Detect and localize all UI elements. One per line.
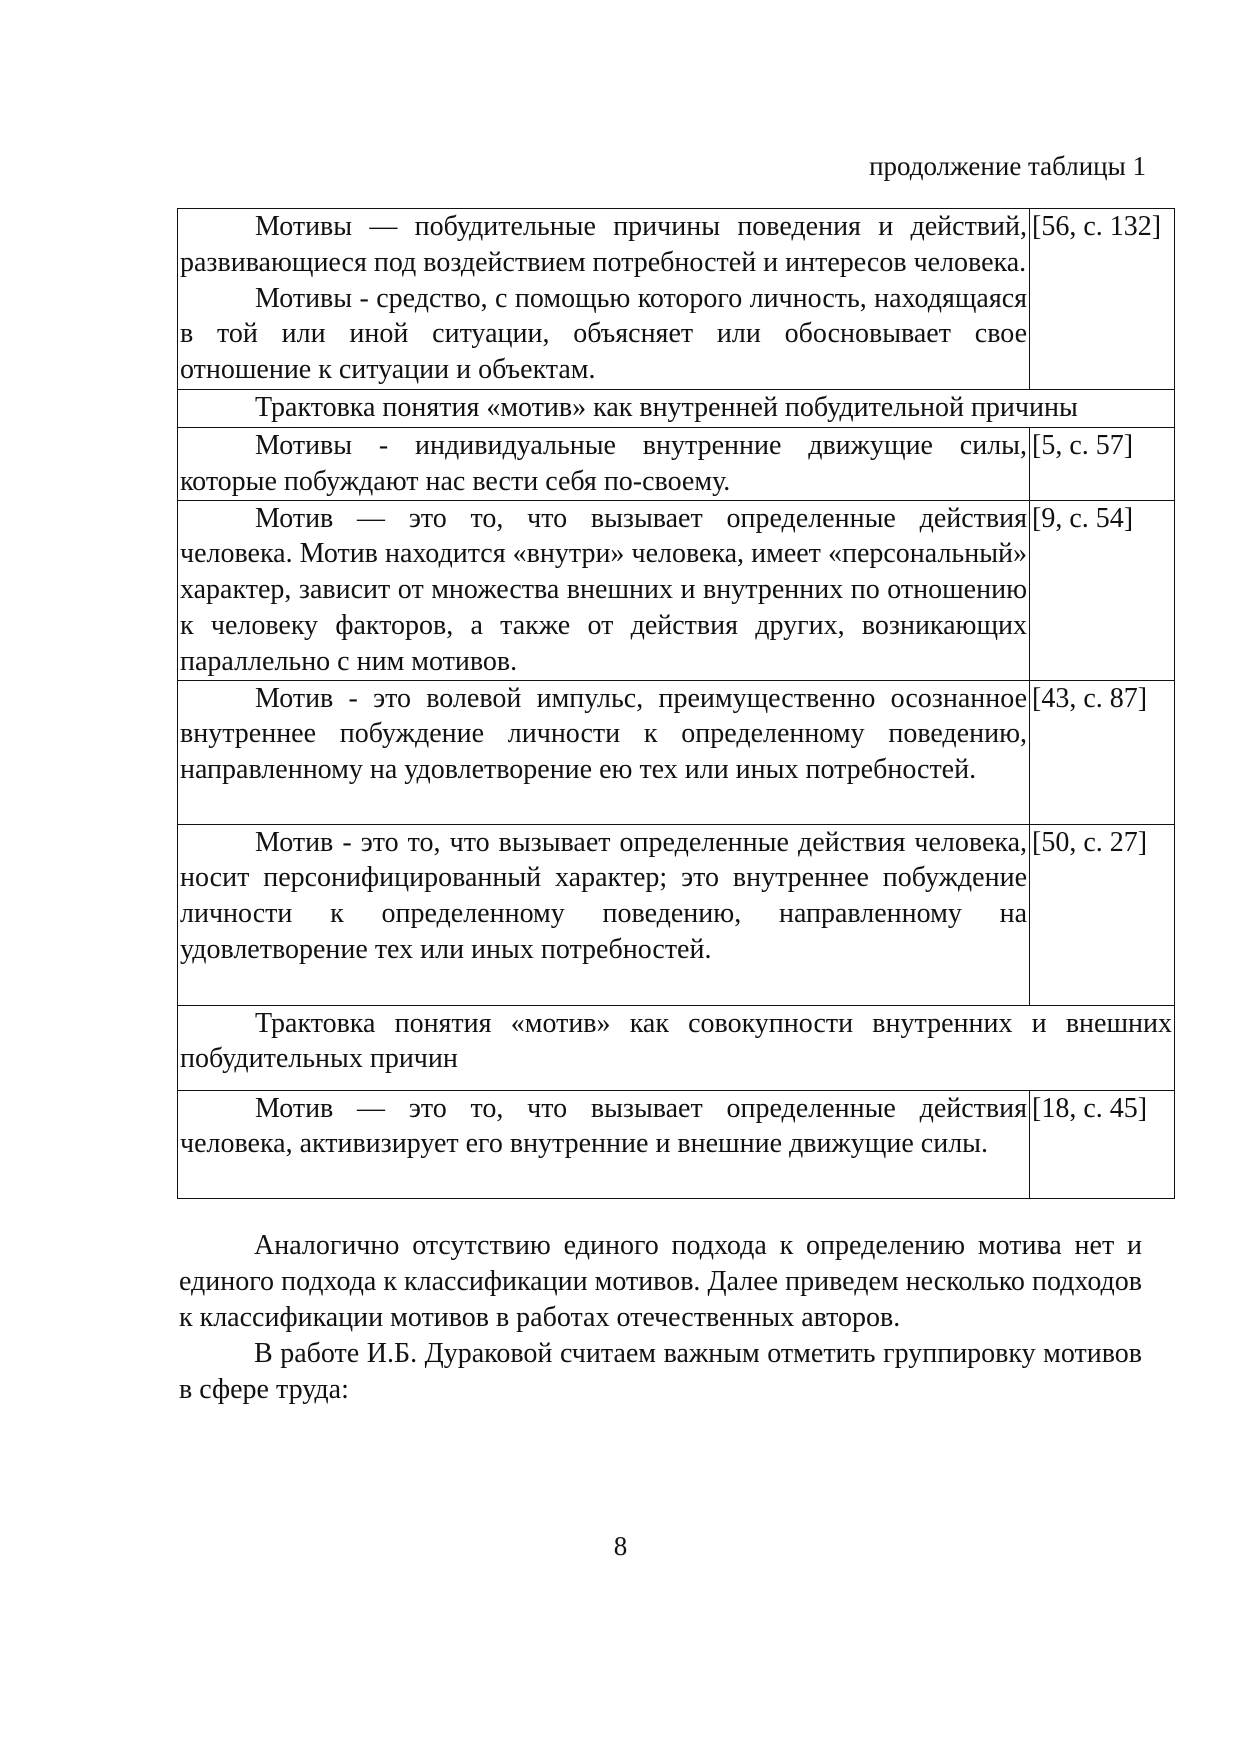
- page-number: 8: [613, 1531, 628, 1561]
- reference-cell: [1030, 680, 1175, 824]
- section-heading-cell: [178, 390, 1175, 428]
- body-text: [179, 1228, 1142, 1408]
- definition-cell: [178, 680, 1030, 824]
- table-row: [178, 428, 1175, 501]
- body-paragraph: Аналогично отсутствию единого подхода к определению мотива нет и единого подхода к классификации мотивов. Далее приведем несколько подходов к классификации мотивов в работах отечественных авторов.: [179, 1230, 1142, 1333]
- definition-text: Мотивы - индивидуальные внутренние движущие силы, которые побуждают нас вести себя по-своему.: [180, 430, 1027, 497]
- reference-cell: [1030, 209, 1175, 390]
- table-section-heading-row: [178, 390, 1175, 428]
- reference-text: [9, с. 54]: [1032, 502, 1134, 534]
- reference-cell: [1030, 500, 1175, 680]
- definition-text: Мотивы - средство, с помощью которого личность, находящаяся в той или иной ситуации, объясняет или обосновывает свое отношение к ситуации и объектам.: [180, 282, 1027, 386]
- table-row: [178, 680, 1175, 824]
- reference-text: [56, с. 132]: [1032, 211, 1162, 242]
- table-section-heading-row: [178, 1005, 1175, 1090]
- section-heading-cell: [178, 1005, 1175, 1090]
- reference-cell: [1030, 1090, 1175, 1198]
- reference-text: [5, с. 57]: [1032, 430, 1134, 461]
- section-heading-text: Трактовка понятия «мотив» как совокупности внутренних и внешних побудительных причин: [180, 1007, 1172, 1075]
- definition-text: Мотив - это волевой импульс, преимущественно осознанное внутреннее побуждение личности к определенному поведению, направленному на удовлетворение ею тех или иных потребностей.: [180, 682, 1027, 786]
- reference-cell: [1030, 428, 1175, 501]
- reference-cell: [1030, 824, 1175, 1005]
- definition-text: Мотив - это то, что вызывает определенные действия человека, носит персонифицированный характер; это внутреннее побуждение личности к определенному поведению, направленному на удовлетворение тех или иных потребностей.: [180, 826, 1027, 965]
- definition-cell: [178, 1090, 1030, 1198]
- definition-cell: [178, 500, 1030, 680]
- definition-cell: [178, 428, 1030, 501]
- definition-text: Мотив — это то, что вызывает определенные действия человека, активизирует его внутренние и внешние движущие силы.: [180, 1092, 1027, 1160]
- definition-text: Мотивы — побудительные причины поведения и действий, развивающиеся под воздействием потребностей и интересов человека.: [180, 211, 1027, 278]
- reference-text: [18, с. 45]: [1032, 1092, 1148, 1124]
- table-row: [178, 1090, 1175, 1198]
- reference-text: [43, с. 87]: [1032, 682, 1148, 714]
- section-heading-text: Трактовка понятия «мотив» как внутренней побудительной причины: [255, 392, 1078, 423]
- table-continuation-caption: продолжение таблицы 1: [869, 151, 1146, 181]
- definitions-table: [177, 208, 1175, 1199]
- definition-text: Мотив — это то, что вызывает определенные действия человека. Мотив находится «внутри» человека, имеет «персональный» характер, зависит от множества внешних и внутренних по отношению к человеку факторов, а также от действия других, возникающих параллельно с ним мотивов.: [180, 502, 1027, 677]
- definition-cell: [178, 824, 1030, 1005]
- table-row: [178, 209, 1175, 390]
- body-paragraph: В работе И.Б. Дураковой считаем важным отметить группировку мотивов в сфере труда:: [179, 1338, 1142, 1405]
- table-row: [178, 824, 1175, 1005]
- definition-cell: [178, 209, 1030, 390]
- reference-text: [50, с. 27]: [1032, 826, 1148, 858]
- table-row: [178, 500, 1175, 680]
